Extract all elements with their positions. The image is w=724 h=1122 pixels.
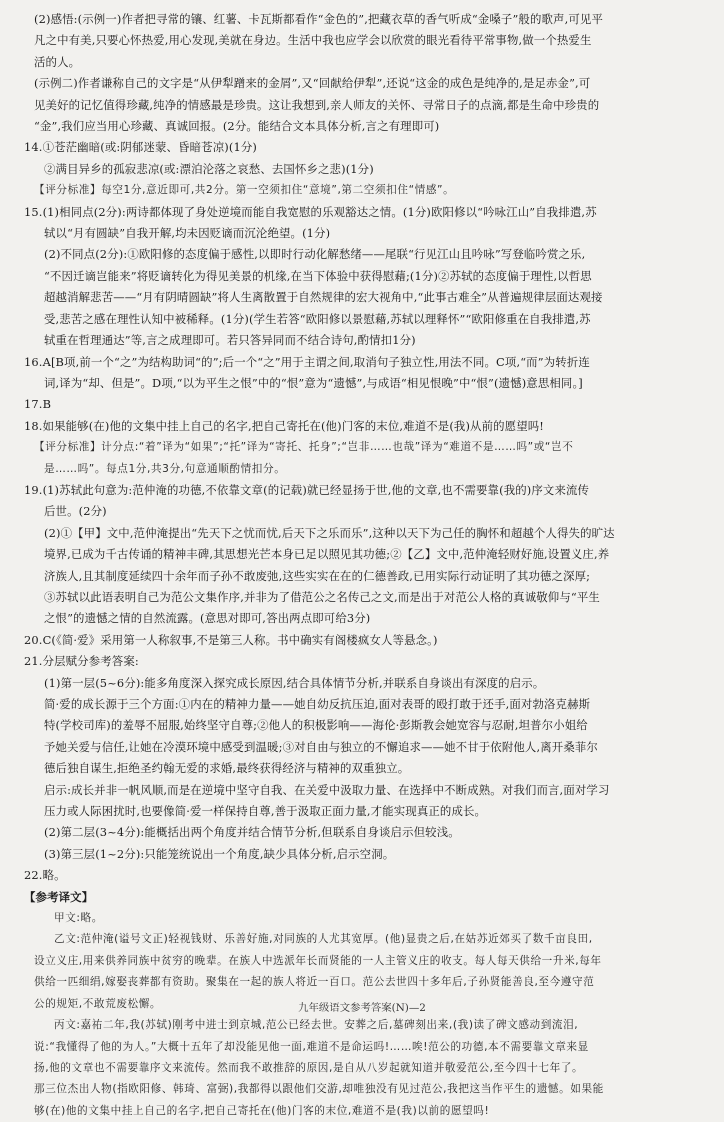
text-line: 18.如果能够(在)他的文集中挂上自己的名字,把自己寄托在(他)门客的末位,难道不是(我)从前的愿望吗! <box>24 418 545 433</box>
text-line: 够(在)他的文集中挂上自己的名字,把自己寄托在(他)门客的末位,难道不是(我)以前的愿望吗! <box>34 1104 490 1117</box>
text-line: 14.①苍茫幽暗(或:阴郁迷蒙、昏暗苍凉)(1分) <box>24 140 257 155</box>
text-line: 轼重在哲理通达”等,言之成理即可。若只答异同而不结合诗句,酌情扣1分) <box>44 333 416 348</box>
text-line: ③苏轼以此语表明自己为范公文集作序,并非为了借范公之名传己之文,而是出于对范公人格的真诚敬仰与“平生 <box>44 589 600 604</box>
text-line: 供给一匹细绢,嫁娶丧葬都有资助。聚集在一起的族人将近一百口。范公去世四十多年后,子孙贤能善良,至今遵守范 <box>34 976 595 989</box>
text-line: 凡之中有美,只要心怀热爱,用心发现,美就在身边。生活中我也应学会以欣赏的眼光看待平常事物,做一个热爱生 <box>34 33 592 48</box>
text-line: 17.B <box>24 397 52 412</box>
text-line: 22.略。 <box>24 868 66 883</box>
text-line: 轼以“月有圆缺”自我开解,均未因贬谪而沉沦绝望。(1分) <box>44 226 331 241</box>
text-line: 是……吗”。每点1分,共3分,句意通顺酌情扣分。 <box>44 462 286 475</box>
text-line: 境界,已成为千古传诵的精神丰碑,其思想光芒本身已足以照见其功德;②【乙】文中,范仲淹轻财好施,设置义庄,养 <box>44 547 610 562</box>
text-line: 活的人。 <box>34 54 81 69</box>
text-line: 济族人,且其制度延续四十余年而子孙不敢废弛,这些实实在在的仁德善政,已用实际行动证明了其功德之深厚; <box>44 568 591 583</box>
page-footer: 九年级语文参考答案(N)—2 <box>298 1002 426 1014</box>
text-line: (2)不同点(2分):①欧阳修的态度偏于感性,以即时行动化解愁绪——尾联“行见江山且吟咏”写登临吟赏之乐, <box>44 247 586 262</box>
text-line: 甲文:略。 <box>54 912 103 925</box>
text-line: (2)第二层(3~4分):能概括出两个角度并结合情节分析,但联系自身谈启示但较浅。 <box>44 825 460 840</box>
text-line: 后世。(2分) <box>44 504 107 519</box>
text-line: 乙文:范仲淹(谥号文正)轻视钱财、乐善好施,对同族的人尤其宽厚。(他)显贵之后,在姑苏近郊买了数千亩良田, <box>54 933 593 946</box>
text-line: 【评分标准】每空1分,意近即可,共2分。第一空须扣住“意境”,第二空须扣住“情感”。 <box>34 184 455 197</box>
text-line: (2)①【甲】文中,范仲淹提出“先天下之忧而忧,后天下之乐而乐”,这种以天下为己任的胸怀和超越个人得失的旷达 <box>44 525 615 540</box>
text-line: 压力或人际困扰时,也要像简·爱一样保持自尊,善于汲取正面力量,才能实现真正的成长。 <box>44 804 487 819</box>
text-line: 特(学校司库)的羞辱不屈服,始终坚守自尊;②他人的积极影响——海伦·彭斯教会她宽容与忍耐,坦普尔小姐给 <box>44 718 588 733</box>
text-line: 21.分层赋分参考答案: <box>24 654 139 669</box>
text-line: (3)第三层(1~2分):只能笼统说出一个角度,缺少具体分析,启示空洞。 <box>44 846 395 861</box>
text-line: 丙文:嘉祐二年,我(苏轼)刚考中进士到京城,范公已经去世。安葬之后,墓碑刻出来,(我)读了碑文感动到流泪, <box>54 1019 579 1032</box>
text-line: 设立义庄,用来供养同族中贫穷的晚辈。在族人中选派年长而贤能的一人主管义庄的收支。每人每天供给一升米,每年 <box>34 954 602 967</box>
text-line: 见美好的记忆值得珍藏,纯净的情感最是珍贵。这让我想到,亲人师友的关怀、寻常日子的点滴,都是生命中珍贵的 <box>34 97 600 112</box>
answer-content <box>24 9 698 1122</box>
text-line: 德后独自谋生,拒绝圣约翰无爱的求婚,最终获得经济与精神的双重独立。 <box>44 761 410 776</box>
text-line: “金”,我们应当用心珍藏、真诚回报。(2分。能结合文本具体分析,言之有理即可) <box>34 119 440 134</box>
text-line: 予她关爱与信任,让她在冷漠环境中感受到温暖;③对自由与独立的不懈追求——她不甘于依附他人,离开桑菲尔 <box>44 739 598 754</box>
text-line: 受,悲苦之感在理性认知中被稀释。(1分)(学生若答“欧阳修以景慰藉,苏轼以理释怀”“欧阳修重在自我排遣,苏 <box>44 311 591 326</box>
text-line: 简·爱的成长源于三个方面:①内在的精神力量——她自幼反抗压迫,面对表哥的殴打敢于还手,面对勃洛克赫斯 <box>44 697 591 711</box>
text-line: 那三位杰出人物(指欧阳修、韩琦、富弼),我都得以跟他们交游,却唯独没有见过范公,我把这当作平生的遗憾。如果能 <box>34 1083 604 1096</box>
text-line: 19.(1)苏轼此句意为:范仲淹的功德,不依靠文章(的记载)就已经显扬于世,他的文章,也不需要靠(我的)序文来流传 <box>24 482 590 497</box>
text-line: 【评分标准】计分点:“着”译为“如果”;“托”译为“寄托、托身”;“岂非……也哉”译为“难道不是……吗”或“岂不 <box>34 441 574 454</box>
text-line: ②满目异乡的孤寂悲凉(或:漂泊沦落之哀愁、去国怀乡之悲)(1分) <box>44 161 374 176</box>
text-line: 16.A[B项,前一个“之”为结构助词“的”;后一个“之”用于主谓之间,取消句子独立性,用法不同。C项,“而”为转折连 <box>24 354 590 369</box>
text-line: 【参考译文】 <box>24 889 94 904</box>
text-line: (示例二)作者谦称自己的文字是“从伊犁蹭来的金屑”,又“回献给伊犁”,还说“这金的成色是纯净的,是足赤金”,可 <box>34 76 591 91</box>
text-line: 之恨”的遗憾之情的自然流露。(意思对即可,答出两点即可给3分) <box>44 611 371 626</box>
text-line: 15.(1)相同点(2分):两诗都体现了身处逆境而能自我宽慰的乐观豁达之情。(1分)欧阳修以“吟咏江山”自我排遣,苏 <box>24 204 597 219</box>
text-line: 启示:成长并非一帆风顺,而是在逆境中坚守自我、在关爱中汲取力量、在选择中不断成熟。对我们而言,面对学习 <box>44 782 610 797</box>
text-line: 公的规矩,不敢荒废松懈。 <box>34 997 162 1010</box>
text-line: (2)感悟:(示例一)作者把寻常的镶、红薯、卡瓦斯都看作“金色的”,把藏衣草的香气听成“金嗓子”般的歌声,可见平 <box>34 12 603 26</box>
text-line: 超越消解悲苦——“月有阴晴圆缺”将人生离散置于自然规律的宏大视角中,“此事古难全”从普遍规律层面达观接 <box>44 290 603 305</box>
text-line: “不因迁谪岂能来”将贬谪转化为得见美景的机缘,在当下体验中获得慰藉;(1分)②苏轼的态度偏于理性,以哲思 <box>44 268 592 283</box>
text-line: (1)第一层(5~6分):能多角度深入探究成长原因,结合具体情节分析,并联系自身谈出有深度的启示。 <box>44 675 545 690</box>
text-line: 说:“我懂得了他的为人。”大概十五年了却没能见他一面,难道不是命运吗!……唉!范公的功德,本不需要靠文章来显 <box>34 1040 589 1053</box>
text-line: 词,译为“却、但是”。D项,“以为平生之恨”中的“恨”意为“遗憾”,与成语“相见恨晚”中“恨”(遗憾)意思相同。] <box>44 375 583 390</box>
text-line: 20.C(《简·爱》采用第一人称叙事,不是第三人称。书中确实有阁楼疯女人等悬念。) <box>24 632 438 647</box>
text-line: 扬,他的文章也不需要靠序文来流传。然而我不敢推辞的原因,是自从八岁起就知道并敬爱范公,至今四十七年了。 <box>34 1061 584 1074</box>
